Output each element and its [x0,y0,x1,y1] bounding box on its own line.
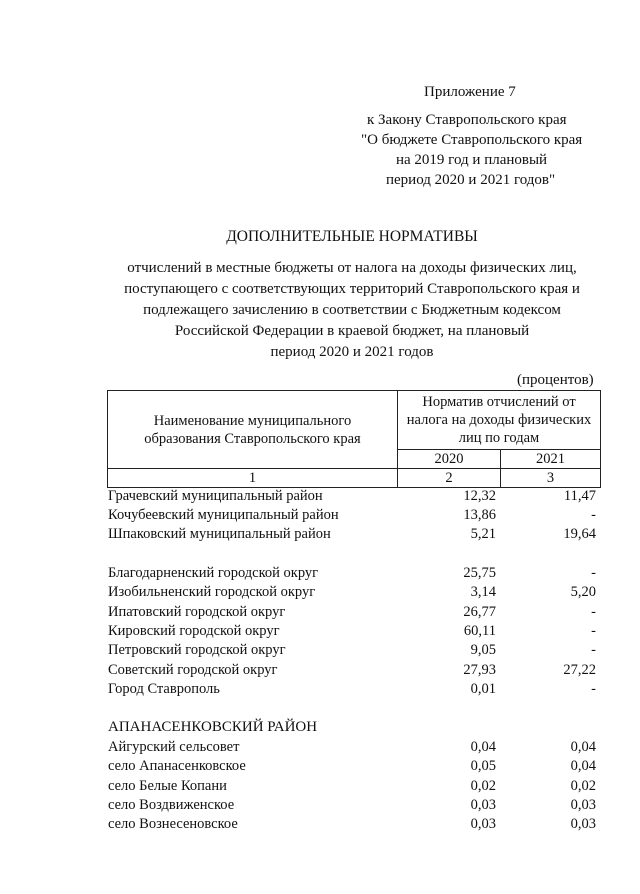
header-name-line-2: образования Ставропольского края [144,430,361,447]
row-value-2020: 12,32 [463,488,496,504]
table-row [108,487,598,506]
row-name: Советский городской округ [108,662,278,678]
row-name: Шпаковский муниципальный район [108,526,331,542]
doc-title: ДОПОЛНИТЕЛЬНЫЕ НОРМАТИВЫ [226,228,478,245]
row-value-2020: 0,01 [470,681,496,697]
row-value-2021: - [591,623,596,639]
row-value-2020: 0,03 [470,816,496,832]
header-norm-cell [398,391,601,450]
header-name-cell [108,391,398,469]
table-row [108,777,598,796]
table-row [108,738,598,757]
table-row [108,603,598,622]
row-value-2020: 13,86 [463,507,496,523]
header-norm-line-2: налога на доходы физических [406,412,592,428]
doc-subtitle-5: период 2020 и 2021 годов [270,344,434,360]
row-value-2021: 5,20 [570,584,596,600]
table-row [108,815,598,834]
row-value-2020: 0,04 [470,739,496,755]
row-name: Город Ставрополь [108,681,220,697]
table-row [108,525,598,544]
row-value-2020: 25,75 [463,565,496,581]
row-name: Кочубеевский муниципальный район [108,507,339,523]
row-name: Благодарненский городской округ [108,565,319,581]
header-col-num-3: 3 [501,469,601,488]
doc-subtitle-2: поступающего с соответствующих территорий Ставропольского края и [124,281,580,297]
header-norm-line-1: Норматив отчислений от [422,394,576,410]
doc-subtitle-4: Российской Федерации в краевой бюджет, на плановый [174,323,530,339]
table-header [107,390,601,488]
row-value-2021: - [591,565,596,581]
header-col-num-2: 2 [398,469,501,488]
header-year-2020: 2020 [398,450,501,469]
row-name: Кировский городской округ [108,623,280,639]
table-row [108,680,598,699]
row-value-2020: 9,05 [470,642,496,658]
row-name: село Апанасенковское [108,758,246,774]
unit-label: (процентов) [517,372,594,388]
section-title: АПАНАСЕНКОВСКИЙ РАЙОН [108,719,318,735]
row-value-2020: 3,14 [470,584,496,600]
row-name: Ипатовский городской округ [108,604,286,620]
doc-subtitle-3: подлежащего зачислению в соответствии с Бюджетным кодексом [143,302,561,318]
row-value-2021: 0,04 [570,758,596,774]
row-name: Изобильненский городской округ [108,584,316,600]
row-name: Айгурский сельсовет [108,739,240,755]
row-name: Петровский городской округ [108,642,286,658]
row-name: село Воздвиженское [108,797,235,813]
table-row [108,506,598,525]
doc-subtitle-1: отчислений в местные бюджеты от налога на доходы физических лиц, [127,260,577,276]
row-name: село Вознесеновское [108,816,238,832]
annex-law-title-2: на 2019 год и плановый [396,152,548,168]
annex-law-ref: к Закону Ставропольского края [367,112,567,128]
header-norm-line-3: лиц по годам [458,430,540,446]
row-value-2020: 0,02 [470,778,496,794]
annex-number: Приложение 7 [424,84,516,100]
row-value-2021: 19,64 [563,526,596,542]
row-value-2020: 27,93 [463,662,496,678]
row-value-2020: 5,21 [470,526,496,542]
table-row [108,641,598,660]
row-value-2020: 0,03 [470,797,496,813]
row-value-2021: - [591,507,596,523]
table-row [108,757,598,776]
row-value-2020: 60,11 [463,623,496,639]
table-row [108,622,598,641]
table-row [108,796,598,815]
annex-law-title-3: период 2020 и 2021 годов" [386,172,556,188]
row-value-2021: 0,03 [570,816,596,832]
row-value-2021: 0,04 [570,739,596,755]
row-name: Грачевский муниципальный район [108,488,323,504]
header-col-num-1: 1 [108,469,398,488]
row-value-2021: 0,02 [570,778,596,794]
header-name-line-1: Наименование муниципального [153,412,352,429]
row-value-2021: 11,47 [563,488,596,504]
table-row [108,583,598,602]
row-value-2021: - [591,642,596,658]
row-value-2020: 0,05 [470,758,496,774]
row-value-2021: - [591,604,596,620]
row-value-2020: 26,77 [463,604,496,620]
header-year-2021: 2021 [501,450,601,469]
row-value-2021: 27,22 [563,662,596,678]
row-name: село Белые Копани [108,778,227,794]
row-value-2021: 0,03 [570,797,596,813]
table-row [108,564,598,583]
row-value-2021: - [591,681,596,697]
annex-law-title-1: "О бюджете Ставропольского края [361,132,583,148]
table-row [108,661,598,680]
